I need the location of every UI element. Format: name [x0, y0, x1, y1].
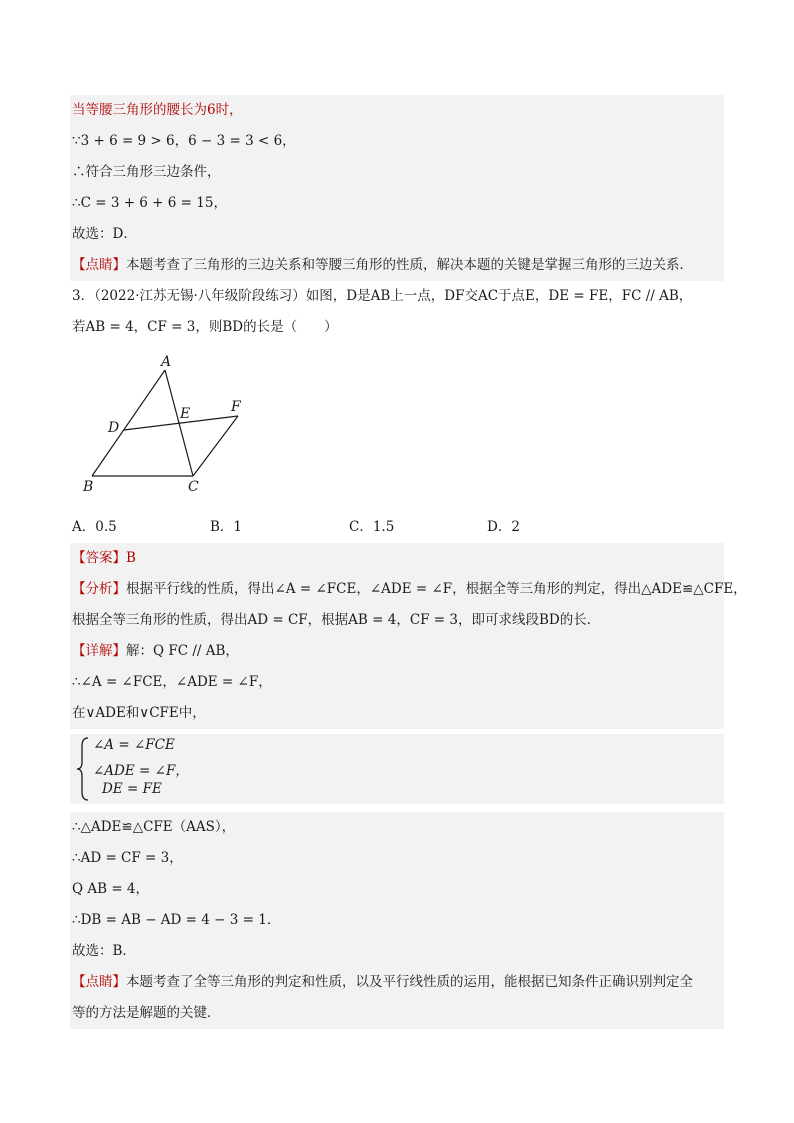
- option-c: C．1.5: [349, 519, 395, 535]
- detail-line-7: ∴DB = AB − AD = 4 − 3 = 1．: [70, 905, 724, 936]
- equation-row-1: ∠A = ∠FCE: [93, 737, 175, 753]
- prev-answer-line: 故选：D．: [70, 219, 724, 250]
- question-stem-line-2: 若AB = 4，CF = 3，则BD的长是（ ）: [72, 319, 338, 335]
- point-label-c: C: [188, 479, 199, 495]
- geometry-figure: [70, 352, 270, 497]
- prev-line-4: ∴C = 3 + 6 + 6 = 15，: [70, 188, 724, 219]
- detail-line-8: 故选：B．: [70, 936, 724, 967]
- detail-line-4: ∴△ADE≌△CFE（AAS），: [70, 812, 724, 843]
- point-label-a: A: [161, 354, 172, 370]
- comment-line-1: 【点睛】本题考查了全等三角形的判定和性质，以及平行线性质的运用，能根据已知条件正确识别判定全: [70, 967, 724, 998]
- segment-ab: [92, 370, 165, 476]
- answer-line: 【答案】B: [70, 543, 724, 574]
- prev-comment: 【点睛】本题考查了三角形的三边关系和等腰三角形的性质，解决本题的关键是掌握三角形的三边关系．: [70, 250, 724, 281]
- equation-row-2: ∠ADE = ∠F，: [93, 763, 189, 779]
- detail-line-2: ∴∠A = ∠FCE，∠ADE = ∠F，: [70, 667, 724, 698]
- prev-line-2: ∵3 + 6 = 9 > 6，6 − 3 = 3 < 6，: [70, 126, 724, 157]
- prev-line-3: ∴符合三角形三边条件，: [70, 157, 724, 188]
- detail-line-1: 【详解】解：Q FC // AB，: [70, 636, 724, 667]
- equation-row-3: DE = FE: [102, 781, 162, 797]
- point-label-b: B: [83, 479, 94, 495]
- detail-line-6: Q AB = 4，: [70, 874, 724, 905]
- point-label-d: D: [108, 420, 120, 436]
- option-b: B．1: [210, 519, 243, 535]
- analysis-line-2: 根据全等三角形的性质，得出AD = CF，根据AB = 4，CF = 3，即可求线段BD的长．: [70, 605, 724, 636]
- detail-line-3: 在∨ADE和∨CFE中，: [70, 698, 724, 729]
- comment-line-2: 等的方法是解题的关键．: [70, 998, 724, 1029]
- segment-cf: [193, 416, 238, 476]
- point-label-f: F: [231, 399, 241, 415]
- equation-system: [70, 734, 724, 804]
- left-brace-icon: [74, 734, 94, 804]
- option-d: D．2: [487, 519, 520, 535]
- prev-line-1: 当等腰三角形的腰长为6时，: [70, 95, 724, 126]
- question-stem-line-1: 3．（2022·江苏无锡·八年级阶段练习）如图，D是AB上一点，DF交AC于点E，DE = FE，FC // AB，: [72, 288, 693, 304]
- analysis-line-1: 【分析】根据平行线的性质，得出∠A = ∠FCE，∠ADE = ∠F，根据全等三角形的判定，得出△ADE≌△CFE，: [70, 574, 724, 605]
- detail-line-5: ∴AD = CF = 3，: [70, 843, 724, 874]
- point-label-e: E: [180, 406, 191, 422]
- option-a: A．0.5: [72, 519, 117, 535]
